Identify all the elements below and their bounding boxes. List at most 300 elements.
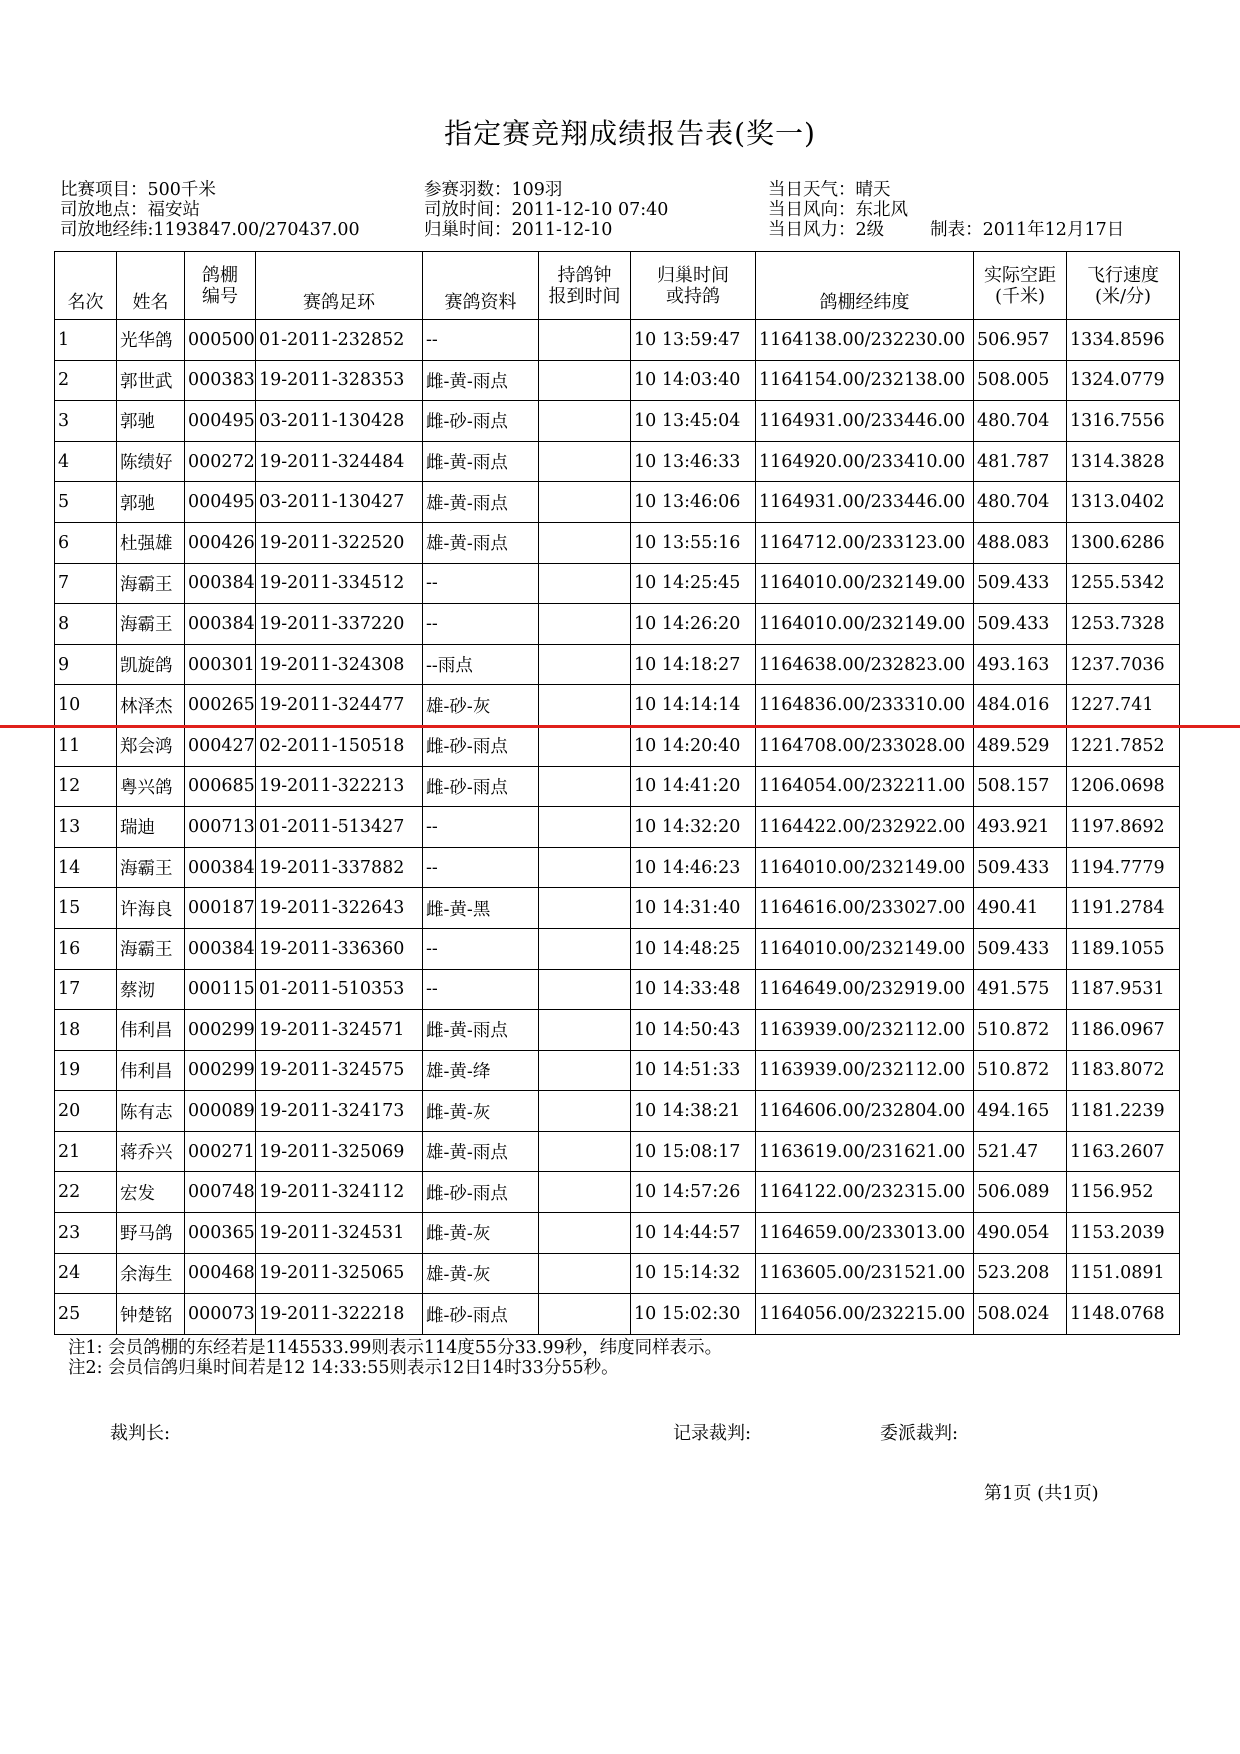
- cell-coords: 1164649.00/232919.00: [756, 969, 974, 1010]
- col-info-header: 赛鸽资料: [423, 252, 539, 320]
- cell-clock-time: [539, 644, 631, 685]
- race-info-middle: [424, 180, 668, 240]
- cell-clock-time: [539, 441, 631, 482]
- race-info-left: [60, 180, 360, 240]
- cell-rank: 12: [55, 766, 117, 807]
- cell-loft-no: 000495: [185, 401, 256, 442]
- cell-clock-time: [539, 888, 631, 929]
- weather: 当日天气：晴天: [768, 180, 891, 200]
- cell-coords: 1164010.00/232149.00: [756, 563, 974, 604]
- wind-direction: 当日风向：东北风: [768, 200, 908, 220]
- col-loft-header-line1: 鸽棚: [202, 264, 238, 286]
- cell-coords: 1164056.00/232215.00: [756, 1294, 974, 1335]
- col-clock-header: [539, 252, 631, 320]
- cell-loft-no: 000299: [185, 1010, 256, 1051]
- table-row: [55, 441, 1180, 482]
- cell-bird-info: --: [423, 928, 539, 969]
- cell-ring: 19-2011-328353: [256, 360, 423, 401]
- cell-coords: 1164010.00/232149.00: [756, 847, 974, 888]
- cell-arrival-time: 10 13:59:47: [631, 320, 756, 361]
- cell-bird-info: 雄-黄-绛: [423, 1050, 539, 1091]
- cell-name: 陈绩好: [117, 441, 185, 482]
- chief-referee-label: 裁判长:: [110, 1423, 171, 1444]
- cell-coords: 1164154.00/232138.00: [756, 360, 974, 401]
- cell-arrival-time: 10 14:41:20: [631, 766, 756, 807]
- table-row: [55, 928, 1180, 969]
- cell-loft-no: 000089: [185, 1091, 256, 1132]
- cell-speed: 1151.0891: [1067, 1253, 1180, 1294]
- cell-arrival-time: 10 15:14:32: [631, 1253, 756, 1294]
- cell-bird-info: 雄-黄-灰: [423, 1253, 539, 1294]
- release-time: 司放时间：2011-12-10 07:40: [424, 200, 669, 220]
- table-row: [55, 685, 1180, 726]
- cell-name: 郑会鸿: [117, 725, 185, 766]
- cell-distance: 481.787: [974, 441, 1067, 482]
- cell-distance: 480.704: [974, 401, 1067, 442]
- cell-name: 郭世武: [117, 360, 185, 401]
- cell-arrival-time: 10 14:57:26: [631, 1172, 756, 1213]
- cell-name: 陈有志: [117, 1091, 185, 1132]
- cell-distance: 506.089: [974, 1172, 1067, 1213]
- recording-referee-label: 记录裁判:: [673, 1423, 752, 1444]
- cell-name: 伟利昌: [117, 1010, 185, 1051]
- cell-loft-no: 000748: [185, 1172, 256, 1213]
- cell-loft-no: 000115: [185, 969, 256, 1010]
- cell-distance: 490.41: [974, 888, 1067, 929]
- cell-ring: 19-2011-324308: [256, 644, 423, 685]
- cell-coords: 1164931.00/233446.00: [756, 482, 974, 523]
- cell-coords: 1164606.00/232804.00: [756, 1091, 974, 1132]
- cell-speed: 1334.8596: [1067, 320, 1180, 361]
- cell-speed: 1313.0402: [1067, 482, 1180, 523]
- cell-name: 蔡沏: [117, 969, 185, 1010]
- cell-arrival-time: 10 14:26:20: [631, 604, 756, 645]
- table-row: [55, 1091, 1180, 1132]
- cell-arrival-time: 10 14:51:33: [631, 1050, 756, 1091]
- report-title: 指定赛竞翔成绩报告表(奖一): [444, 117, 816, 150]
- table-row: [55, 888, 1180, 929]
- cell-bird-info: 雌-黄-雨点: [423, 1010, 539, 1051]
- cell-name: 光华鸽: [117, 320, 185, 361]
- table-row: [55, 320, 1180, 361]
- cell-loft-no: 000384: [185, 847, 256, 888]
- table-row: [55, 847, 1180, 888]
- cell-bird-info: 雌-砂-雨点: [423, 1172, 539, 1213]
- col-speed-header: [1067, 252, 1180, 320]
- cell-arrival-time: 10 14:50:43: [631, 1010, 756, 1051]
- note-1: 注1: 会员鸽棚的东经若是1145533.99则表示114度55分33.99秒，纬度同样表示。: [68, 1338, 723, 1358]
- cell-ring: 19-2011-325065: [256, 1253, 423, 1294]
- table-row: [55, 1294, 1180, 1335]
- cell-coords: 1164638.00/232823.00: [756, 644, 974, 685]
- cell-name: 杜强雄: [117, 522, 185, 563]
- cell-distance: 509.433: [974, 928, 1067, 969]
- cell-loft-no: 000495: [185, 482, 256, 523]
- table-row: [55, 644, 1180, 685]
- notes: [68, 1338, 722, 1378]
- col-distance-header: [974, 252, 1067, 320]
- cell-distance: 509.433: [974, 604, 1067, 645]
- cell-distance: 491.575: [974, 969, 1067, 1010]
- cell-rank: 22: [55, 1172, 117, 1213]
- cell-bird-info: 雌-黄-灰: [423, 1091, 539, 1132]
- cell-bird-info: --: [423, 969, 539, 1010]
- col-clock-header-line2: 报到时间: [548, 285, 621, 307]
- cell-loft-no: 000187: [185, 888, 256, 929]
- cell-ring: 02-2011-150518: [256, 725, 423, 766]
- cell-loft-no: 000384: [185, 563, 256, 604]
- cell-arrival-time: 10 13:46:06: [631, 482, 756, 523]
- release-coords: 司放地经纬:1193847.00/270437.00: [60, 220, 360, 240]
- cell-rank: 14: [55, 847, 117, 888]
- cell-ring: 19-2011-324531: [256, 1213, 423, 1254]
- cell-distance: 490.054: [974, 1213, 1067, 1254]
- cell-speed: 1181.2239: [1067, 1091, 1180, 1132]
- cell-bird-info: --: [423, 563, 539, 604]
- table-row: [55, 563, 1180, 604]
- cell-clock-time: [539, 563, 631, 604]
- cell-bird-info: 雌-黄-灰: [423, 1213, 539, 1254]
- cell-coords: 1164422.00/232922.00: [756, 807, 974, 848]
- cell-rank: 16: [55, 928, 117, 969]
- cell-speed: 1324.0779: [1067, 360, 1180, 401]
- cell-name: 郭驰: [117, 401, 185, 442]
- cell-loft-no: 000271: [185, 1131, 256, 1172]
- cell-bird-info: 雌-砂-雨点: [423, 401, 539, 442]
- cell-ring: 19-2011-337882: [256, 847, 423, 888]
- col-loft-header-line2: 编号: [202, 285, 238, 307]
- cell-distance: 510.872: [974, 1050, 1067, 1091]
- table-row: [55, 1253, 1180, 1294]
- cell-distance: 506.957: [974, 320, 1067, 361]
- cell-rank: 4: [55, 441, 117, 482]
- table-row: [55, 1131, 1180, 1172]
- cell-coords: 1164708.00/233028.00: [756, 725, 974, 766]
- cell-bird-info: 雄-黄-雨点: [423, 482, 539, 523]
- cell-distance: 509.433: [974, 847, 1067, 888]
- cell-name: 海霸王: [117, 928, 185, 969]
- cell-name: 伟利昌: [117, 1050, 185, 1091]
- cell-ring: 19-2011-324571: [256, 1010, 423, 1051]
- cell-bird-info: --: [423, 847, 539, 888]
- cell-rank: 9: [55, 644, 117, 685]
- cell-clock-time: [539, 1213, 631, 1254]
- red-marker-line: [0, 725, 1240, 728]
- cell-coords: 1164138.00/232230.00: [756, 320, 974, 361]
- cell-rank: 19: [55, 1050, 117, 1091]
- cell-rank: 1: [55, 320, 117, 361]
- cell-clock-time: [539, 725, 631, 766]
- cell-arrival-time: 10 14:46:23: [631, 847, 756, 888]
- cell-arrival-time: 10 13:45:04: [631, 401, 756, 442]
- cell-speed: 1189.1055: [1067, 928, 1180, 969]
- table-row: [55, 482, 1180, 523]
- cell-arrival-time: 10 14:38:21: [631, 1091, 756, 1132]
- cell-loft-no: 000384: [185, 604, 256, 645]
- cell-name: 林泽杰: [117, 685, 185, 726]
- page-number: 第1页 (共1页): [984, 1483, 1099, 1504]
- table-row: [55, 766, 1180, 807]
- cell-bird-info: --: [423, 604, 539, 645]
- cell-rank: 18: [55, 1010, 117, 1051]
- entry-count: 参赛羽数：109羽: [424, 180, 563, 200]
- cell-ring: 01-2011-510353: [256, 969, 423, 1010]
- cell-distance: 509.433: [974, 563, 1067, 604]
- wind-force-row: [768, 220, 1124, 240]
- cell-loft-no: 000426: [185, 522, 256, 563]
- cell-speed: 1206.0698: [1067, 766, 1180, 807]
- cell-ring: 19-2011-322218: [256, 1294, 423, 1335]
- cell-ring: 19-2011-324112: [256, 1172, 423, 1213]
- cell-name: 粤兴鸽: [117, 766, 185, 807]
- cell-distance: 508.157: [974, 766, 1067, 807]
- cell-clock-time: [539, 928, 631, 969]
- cell-coords: 1164122.00/232315.00: [756, 1172, 974, 1213]
- cell-clock-time: [539, 320, 631, 361]
- cell-ring: 19-2011-325069: [256, 1131, 423, 1172]
- cell-loft-no: 000427: [185, 725, 256, 766]
- cell-rank: 11: [55, 725, 117, 766]
- cell-loft-no: 000299: [185, 1050, 256, 1091]
- cell-clock-time: [539, 969, 631, 1010]
- cell-ring: 19-2011-324477: [256, 685, 423, 726]
- cell-rank: 21: [55, 1131, 117, 1172]
- col-coords-header: 鸽棚经纬度: [756, 252, 974, 320]
- cell-bird-info: 雌-砂-雨点: [423, 766, 539, 807]
- cell-ring: 01-2011-513427: [256, 807, 423, 848]
- cell-name: 瑞迪: [117, 807, 185, 848]
- cell-arrival-time: 10 14:48:25: [631, 928, 756, 969]
- cell-bird-info: 雌-黄-雨点: [423, 360, 539, 401]
- cell-arrival-time: 10 15:08:17: [631, 1131, 756, 1172]
- cell-bird-info: --: [423, 320, 539, 361]
- cell-ring: 19-2011-324575: [256, 1050, 423, 1091]
- cell-loft-no: 000685: [185, 766, 256, 807]
- cell-rank: 6: [55, 522, 117, 563]
- table-row: [55, 807, 1180, 848]
- results-body: [55, 320, 1180, 1335]
- cell-loft-no: 000301: [185, 644, 256, 685]
- cell-arrival-time: 10 14:20:40: [631, 725, 756, 766]
- cell-speed: 1300.6286: [1067, 522, 1180, 563]
- cell-clock-time: [539, 847, 631, 888]
- cell-clock-time: [539, 1294, 631, 1335]
- cell-rank: 7: [55, 563, 117, 604]
- cell-coords: 1164616.00/233027.00: [756, 888, 974, 929]
- cell-distance: 494.165: [974, 1091, 1067, 1132]
- cell-speed: 1187.9531: [1067, 969, 1180, 1010]
- cell-ring: 19-2011-334512: [256, 563, 423, 604]
- cell-distance: 484.016: [974, 685, 1067, 726]
- cell-clock-time: [539, 360, 631, 401]
- cell-clock-time: [539, 685, 631, 726]
- table-row: [55, 1213, 1180, 1254]
- cell-bird-info: 雌-砂-雨点: [423, 1294, 539, 1335]
- cell-coords: 1163939.00/232112.00: [756, 1050, 974, 1091]
- cell-name: 凯旋鸽: [117, 644, 185, 685]
- cell-distance: 493.163: [974, 644, 1067, 685]
- cell-loft-no: 000383: [185, 360, 256, 401]
- note-2: 注2: 会员信鸽归巢时间若是12 14:33:55则表示12日14时33分55秒。: [68, 1358, 619, 1378]
- cell-rank: 2: [55, 360, 117, 401]
- table-row: [55, 604, 1180, 645]
- cell-clock-time: [539, 1253, 631, 1294]
- table-row: [55, 1172, 1180, 1213]
- cell-arrival-time: 10 14:33:48: [631, 969, 756, 1010]
- cell-ring: 03-2011-130427: [256, 482, 423, 523]
- cell-arrival-time: 10 14:25:45: [631, 563, 756, 604]
- cell-ring: 03-2011-130428: [256, 401, 423, 442]
- cell-arrival-time: 10 13:46:33: [631, 441, 756, 482]
- cell-arrival-time: 10 14:14:14: [631, 685, 756, 726]
- cell-rank: 5: [55, 482, 117, 523]
- release-location: 司放地点：福安站: [60, 200, 200, 220]
- cell-speed: 1314.3828: [1067, 441, 1180, 482]
- cell-distance: 521.47: [974, 1131, 1067, 1172]
- cell-loft-no: 000365: [185, 1213, 256, 1254]
- cell-distance: 480.704: [974, 482, 1067, 523]
- cell-speed: 1183.8072: [1067, 1050, 1180, 1091]
- cell-distance: 508.005: [974, 360, 1067, 401]
- cell-speed: 1156.952: [1067, 1172, 1180, 1213]
- wind-force: 当日风力：2级: [768, 220, 885, 240]
- cell-arrival-time: 10 14:32:20: [631, 807, 756, 848]
- col-arrival-header: [631, 252, 756, 320]
- cell-speed: 1148.0768: [1067, 1294, 1180, 1335]
- cell-name: 蒋乔兴: [117, 1131, 185, 1172]
- cell-coords: 1163605.00/231521.00: [756, 1253, 974, 1294]
- table-row: [55, 1010, 1180, 1051]
- cell-distance: 508.024: [974, 1294, 1067, 1335]
- cell-coords: 1164931.00/233446.00: [756, 401, 974, 442]
- cell-loft-no: 000468: [185, 1253, 256, 1294]
- cell-speed: 1255.5342: [1067, 563, 1180, 604]
- cell-speed: 1237.7036: [1067, 644, 1180, 685]
- cell-speed: 1316.7556: [1067, 401, 1180, 442]
- cell-ring: 19-2011-322520: [256, 522, 423, 563]
- cell-name: 宏发: [117, 1172, 185, 1213]
- assigned-referee-label: 委派裁判:: [880, 1423, 959, 1444]
- cell-ring: 19-2011-337220: [256, 604, 423, 645]
- cell-arrival-time: 10 14:31:40: [631, 888, 756, 929]
- cell-speed: 1221.7852: [1067, 725, 1180, 766]
- cell-rank: 10: [55, 685, 117, 726]
- cell-clock-time: [539, 1010, 631, 1051]
- cell-speed: 1191.2784: [1067, 888, 1180, 929]
- cell-bird-info: 雄-黄-雨点: [423, 1131, 539, 1172]
- cell-speed: 1197.8692: [1067, 807, 1180, 848]
- cell-distance: 489.529: [974, 725, 1067, 766]
- cell-bird-info: 雌-黄-雨点: [423, 441, 539, 482]
- col-clock-header-line1: 持鸽钟: [557, 264, 612, 286]
- col-speed-header-line2: (米/分): [1094, 285, 1152, 307]
- col-name-header: 姓名: [117, 252, 185, 320]
- cell-bird-info: 雄-黄-雨点: [423, 522, 539, 563]
- cell-rank: 23: [55, 1213, 117, 1254]
- cell-bird-info: 雄-砂-灰: [423, 685, 539, 726]
- cell-clock-time: [539, 766, 631, 807]
- cell-ring: 19-2011-322213: [256, 766, 423, 807]
- cell-name: 余海生: [117, 1253, 185, 1294]
- cell-loft-no: 000073: [185, 1294, 256, 1335]
- table-row: [55, 1050, 1180, 1091]
- cell-speed: 1227.741: [1067, 685, 1180, 726]
- table-row: [55, 725, 1180, 766]
- col-arrival-header-line2: 或持鸽: [666, 285, 720, 307]
- cell-arrival-time: 10 13:55:16: [631, 522, 756, 563]
- cell-rank: 17: [55, 969, 117, 1010]
- cell-clock-time: [539, 1131, 631, 1172]
- cell-arrival-time: 10 14:03:40: [631, 360, 756, 401]
- cell-rank: 20: [55, 1091, 117, 1132]
- race-item: 比赛项目：500千米: [60, 180, 216, 200]
- cell-name: 许海良: [117, 888, 185, 929]
- col-speed-header-line1: 飞行速度: [1087, 264, 1159, 286]
- cell-ring: 19-2011-322643: [256, 888, 423, 929]
- col-arrival-header-line1: 归巢时间: [657, 264, 729, 286]
- cell-distance: 493.921: [974, 807, 1067, 848]
- cell-arrival-time: 10 15:02:30: [631, 1294, 756, 1335]
- cell-speed: 1153.2039: [1067, 1213, 1180, 1254]
- cell-name: 郭驰: [117, 482, 185, 523]
- cell-speed: 1194.7779: [1067, 847, 1180, 888]
- cell-bird-info: --: [423, 807, 539, 848]
- cell-arrival-time: 10 14:18:27: [631, 644, 756, 685]
- table-row: [55, 522, 1180, 563]
- cell-coords: 1164836.00/233310.00: [756, 685, 974, 726]
- cell-rank: 24: [55, 1253, 117, 1294]
- race-info-right: [768, 180, 1124, 240]
- cell-coords: 1164712.00/233123.00: [756, 522, 974, 563]
- cell-loft-no: 000265: [185, 685, 256, 726]
- cell-name: 海霸王: [117, 847, 185, 888]
- cell-ring: 19-2011-324173: [256, 1091, 423, 1132]
- cell-rank: 15: [55, 888, 117, 929]
- cell-distance: 510.872: [974, 1010, 1067, 1051]
- cell-rank: 3: [55, 401, 117, 442]
- cell-bird-info: --雨点: [423, 644, 539, 685]
- cell-clock-time: [539, 604, 631, 645]
- cell-clock-time: [539, 1091, 631, 1132]
- cell-ring: 19-2011-336360: [256, 928, 423, 969]
- cell-loft-no: 000384: [185, 928, 256, 969]
- cell-distance: 523.208: [974, 1253, 1067, 1294]
- table-row: [55, 360, 1180, 401]
- cell-clock-time: [539, 807, 631, 848]
- cell-name: 海霸王: [117, 604, 185, 645]
- results-table: [54, 251, 1180, 1335]
- cell-bird-info: 雌-砂-雨点: [423, 725, 539, 766]
- cell-loft-no: 000272: [185, 441, 256, 482]
- cell-speed: 1186.0967: [1067, 1010, 1180, 1051]
- cell-name: 钟楚铭: [117, 1294, 185, 1335]
- table-row: [55, 969, 1180, 1010]
- cell-name: 野马鸽: [117, 1213, 185, 1254]
- cell-rank: 25: [55, 1294, 117, 1335]
- cell-speed: 1163.2607: [1067, 1131, 1180, 1172]
- table-maker-date: 制表：2011年12月17日: [930, 220, 1125, 240]
- return-time: 归巢时间：2011-12-10: [424, 220, 613, 240]
- cell-loft-no: 000500: [185, 320, 256, 361]
- cell-coords: 1163939.00/232112.00: [756, 1010, 974, 1051]
- header-row: [55, 252, 1180, 320]
- table-row: [55, 401, 1180, 442]
- cell-speed: 1253.7328: [1067, 604, 1180, 645]
- col-loft-header: [185, 252, 256, 320]
- cell-rank: 13: [55, 807, 117, 848]
- cell-ring: 01-2011-232852: [256, 320, 423, 361]
- cell-arrival-time: 10 14:44:57: [631, 1213, 756, 1254]
